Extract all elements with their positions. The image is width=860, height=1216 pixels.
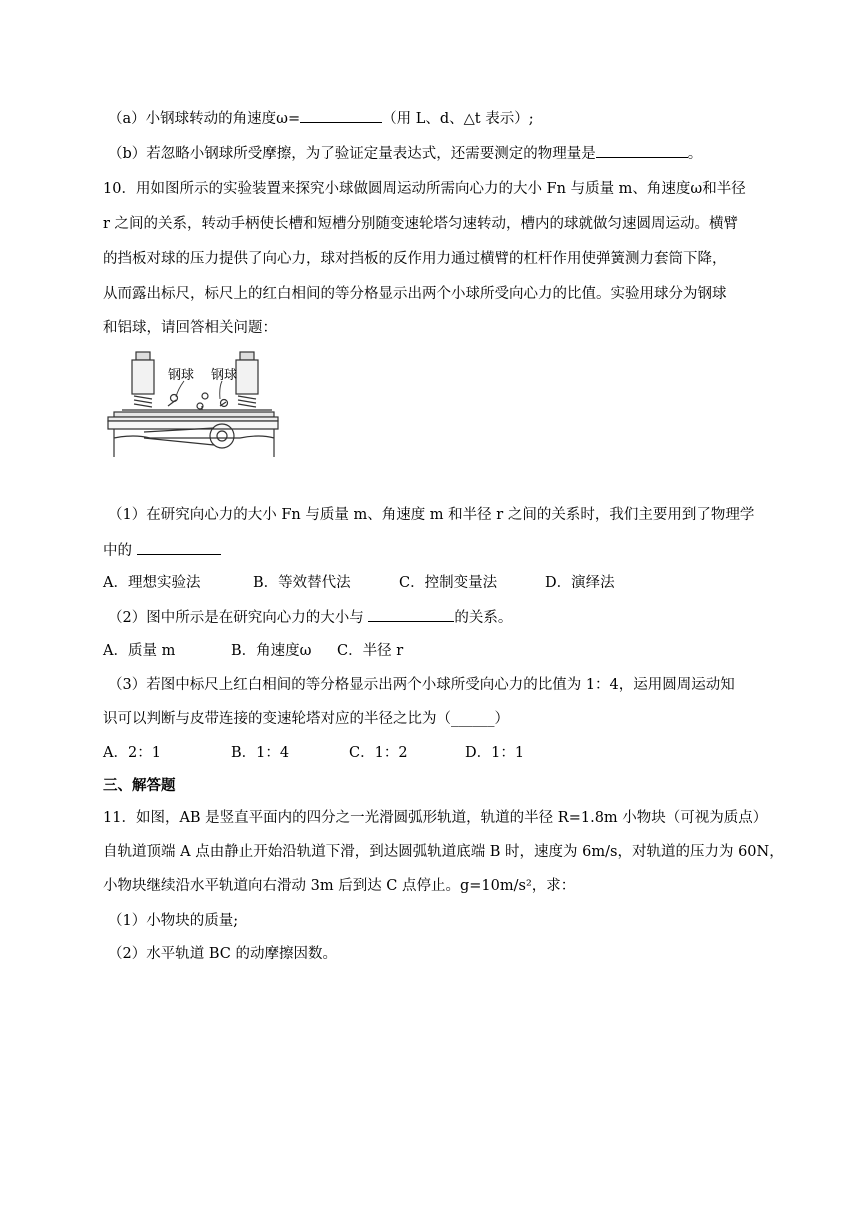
q10-sub1-blank xyxy=(137,540,221,555)
q10-sub2-blank xyxy=(368,607,454,622)
q9-a-prefix: （a）小钢球转动的角速度ω= xyxy=(108,111,301,127)
option-c: C．控制变量法 xyxy=(399,575,498,591)
option-d: D．演绎法 xyxy=(545,575,615,591)
q11-line-3: 小物块继续沿水平轨道向右滑动 3m 后到达 C 点停止。g=10m/s²，求： xyxy=(103,878,576,894)
option-c: C．1：2 xyxy=(349,745,408,761)
q9-b-blank xyxy=(596,143,688,158)
q11-sub1: （1）小物块的质量; xyxy=(108,913,239,929)
figure-label-steel-ball-right: 钢球 xyxy=(211,368,238,383)
q10-line-1: 10．用如图所示的实验装置来探究小球做圆周运动所需向心力的大小 Fn 与质量 m、角速度ω和半径 xyxy=(103,181,746,197)
q11-line-2: 自轨道顶端 A 点由静止开始沿轨道下滑，到达圆弧轨道底端 B 时，速度为 6m/s，对轨道的压力为 60N， xyxy=(103,844,784,860)
q10-sub3-line-2: 识可以判断与皮带连接的变速轮塔对应的半径之比为（______） xyxy=(103,711,509,727)
q10-sub3-options xyxy=(103,743,524,763)
q9-part-a xyxy=(108,108,534,129)
option-a: A．质量 m xyxy=(103,643,176,659)
option-b: B．角速度ω xyxy=(231,643,312,659)
q10-sub3-line-1: （3）若图中标尺上红白相间的等分格显示出两个小球所受向心力的比值为 1：4，运用圆周运动知 xyxy=(108,677,735,693)
q10-sub1-options xyxy=(103,573,615,593)
centripetal-apparatus-figure xyxy=(104,348,284,458)
option-b: B．等效替代法 xyxy=(253,575,351,591)
q9-a-suffix: （用 L、d、△t 表示）; xyxy=(382,111,534,127)
option-a: A．理想实验法 xyxy=(103,575,201,591)
q9-b-end: 。 xyxy=(687,146,703,162)
q10-sub2 xyxy=(108,607,512,628)
q10-line-2: r 之间的关系，转动手柄使长槽和短槽分别随变速轮塔匀速转动，槽内的球就做匀速圆周运动。横臂 xyxy=(103,216,739,232)
figure-label-steel-ball-left: 钢球 xyxy=(168,368,195,383)
q10-sub2-suffix: 的关系。 xyxy=(454,610,513,626)
option-d: D．1：1 xyxy=(465,745,525,761)
q10-sub2-options xyxy=(103,641,403,661)
q10-line-3: 的挡板对球的压力提供了向心力，球对挡板的反作用力通过横臂的杠杆作用使弹簧测力套筒下降， xyxy=(103,251,727,267)
option-b: B．1：4 xyxy=(231,745,290,761)
q10-sub1-text: 中的 xyxy=(103,543,132,559)
q10-sub2-prefix: （2）图中所示是在研究向心力的大小与 xyxy=(108,610,364,626)
section-title: 三、解答题 xyxy=(103,777,176,794)
q10-line-4: 从而露出标尺，标尺上的红白相间的等分格显示出两个小球所受向心力的比值。实验用球分为钢球 xyxy=(103,286,727,302)
option-a: A．2：1 xyxy=(103,745,161,761)
q9-part-b xyxy=(108,143,702,164)
q10-line-5: 和铝球，请回答相关问题： xyxy=(103,320,277,336)
q9-a-blank xyxy=(300,108,382,123)
q9-b-text: （b）若忽略小钢球所受摩擦，为了验证定量表达式，还需要测定的物理量是 xyxy=(108,146,596,162)
q11-sub2: （2）水平轨道 BC 的动摩擦因数。 xyxy=(108,946,337,962)
q10-sub1-line-2 xyxy=(103,540,221,561)
option-c: C．半径 r xyxy=(337,643,404,659)
q10-sub1-line-1: （1）在研究向心力的大小 Fn 与质量 m、角速度 m 和半径 r 之间的关系时，我们主要用到了物理学 xyxy=(108,507,755,523)
q11-line-1: 11．如图，AB 是竖直平面内的四分之一光滑圆弧形轨道，轨道的半径 R=1.8m 小物块（可视为质点） xyxy=(103,810,768,826)
